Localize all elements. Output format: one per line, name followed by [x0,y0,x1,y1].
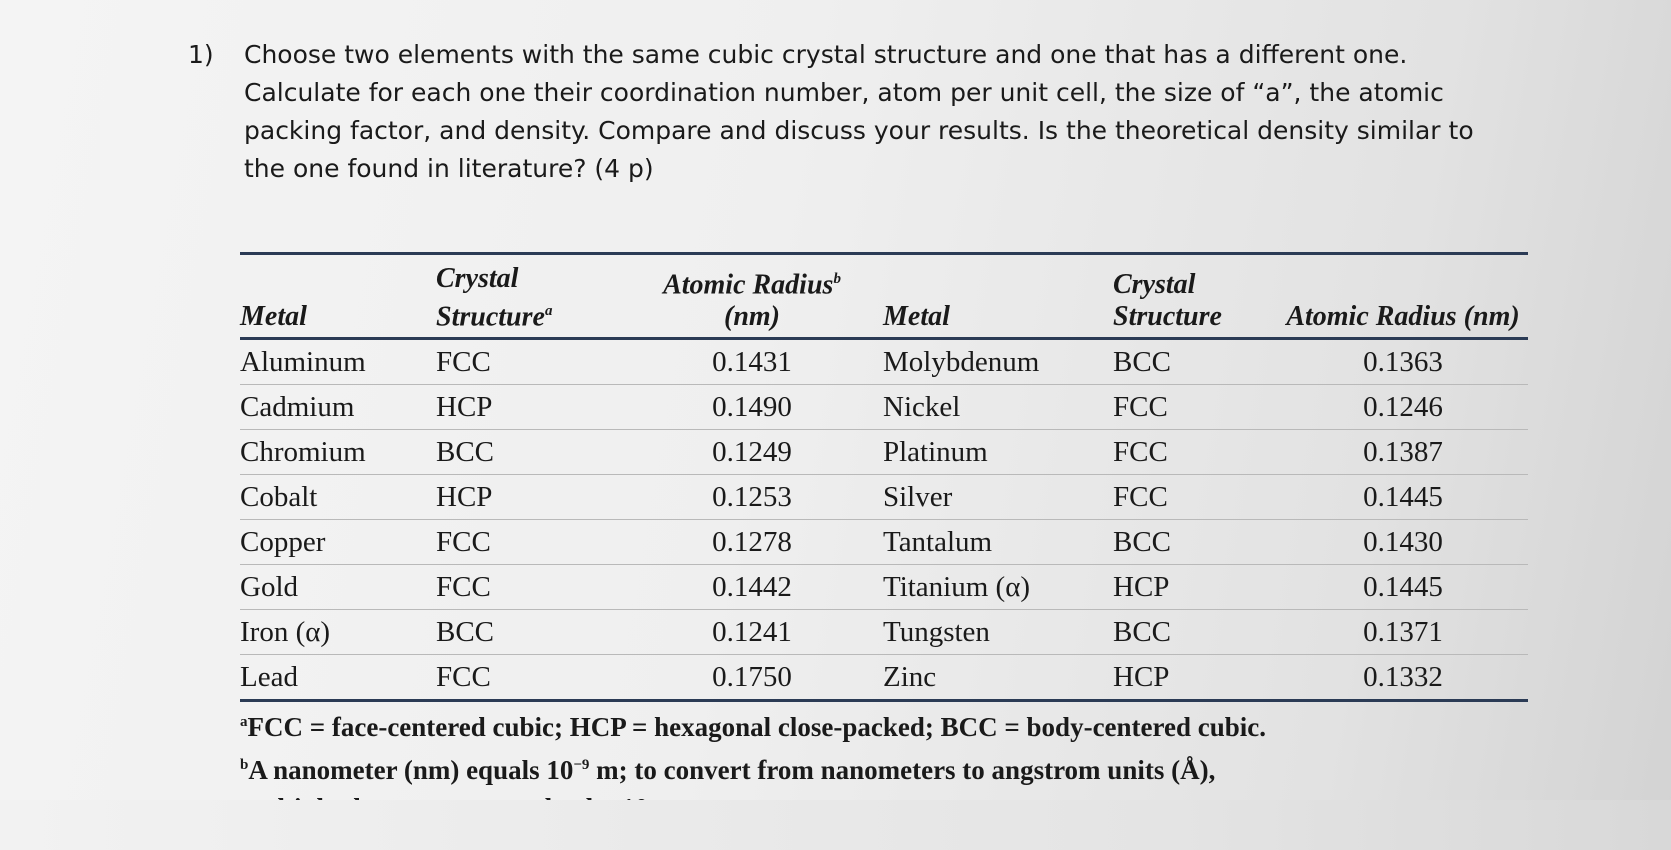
metal-name: Lead [240,655,436,701]
atomic-radius: 0.1249 [621,430,883,475]
atomic-radius: 0.1363 [1278,339,1528,385]
metal-name: Cadmium [240,385,436,430]
footnote-a-marker: a [544,303,553,319]
metal-name: Titanium (α) [883,565,1113,610]
metal-name: Chromium [240,430,436,475]
header-radius-left: Atomic Radius$^b$ (nm) [621,259,883,339]
crystal-structure: FCC [1113,385,1278,430]
atomic-radius: 0.1278 [621,520,883,565]
crystal-structure: FCC [436,520,621,565]
crystal-structure: FCC [1113,475,1278,520]
metal-name: Cobalt [240,475,436,520]
metal-name: Copper [240,520,436,565]
metal-name: Iron (α) [240,610,436,655]
crystal-structure: FCC [436,339,621,385]
crystal-structure: HCP [436,475,621,520]
crystal-structure: BCC [1113,339,1278,385]
metal-name: Tungsten [883,610,1113,655]
metal-name: Zinc [883,655,1113,701]
question-text: Choose two elements with the same cubic crystal structure and one that has a different one. Calculate for each one their coordination number, atom per unit cell, the size of “a”, the atomic packing factor, and density. Compare and discuss your results. Is the theoretical density similar to the one found in literature? (4 p) [244,40,1474,183]
crystal-structure: BCC [436,430,621,475]
header-radius-right: Atomic Radius (nm) [1278,259,1528,339]
header-structure-left: Crystal Structure$^a$ [436,259,621,339]
table-row [240,385,1528,430]
table-top-rule [240,252,1528,255]
exponent: −9 [573,757,590,773]
metal-name: Molybdenum [883,339,1113,385]
metal-name: Platinum [883,430,1113,475]
table-row [240,565,1528,610]
crystal-structure: BCC [436,610,621,655]
footnote-b: $^b$A nanometer (nm) equals $10^{-9}$ m; to convert from nanometers to angstrom units (Å), [240,755,1216,785]
table-row [240,610,1528,655]
crystal-structure: FCC [1113,430,1278,475]
crystal-structure: BCC [1113,610,1278,655]
atomic-radius: 0.1445 [1278,565,1528,610]
crystal-structure: BCC [1113,520,1278,565]
crystal-structure: HCP [436,385,621,430]
metal-name: Tantalum [883,520,1113,565]
metal-name: Gold [240,565,436,610]
crystal-structure-table [240,252,1528,702]
question-number: 1) [188,40,214,69]
atomic-radius: 0.1430 [1278,520,1528,565]
atomic-radius: 0.1332 [1278,655,1528,701]
atomic-radius: 0.1241 [621,610,883,655]
footnote-a: $^a$FCC = face-centered cubic; HCP = hexagonal close-packed; BCC = body-centered cubic. [240,712,1267,742]
crystal-structure: HCP [1113,565,1278,610]
table-row [240,475,1528,520]
table-row [240,520,1528,565]
header-metal-right: Metal [883,259,1113,339]
page-bottom-edge [0,800,1671,850]
atomic-radius: 0.1431 [621,339,883,385]
crystal-structure: HCP [1113,655,1278,701]
header-metal-left: Metal [240,259,436,339]
table-footnotes [240,703,1540,815]
crystal-structure: FCC [436,655,621,701]
table-row [240,655,1528,701]
atomic-radius: 0.1246 [1278,385,1528,430]
table-row [240,339,1528,385]
crystal-structure: FCC [436,565,621,610]
metal-name: Nickel [883,385,1113,430]
header-structure-right: Crystal Structure [1113,259,1278,339]
footnote-b-marker: b [833,271,841,287]
atomic-radius: 0.1490 [621,385,883,430]
atomic-radius: 0.1371 [1278,610,1528,655]
atomic-radius: 0.1445 [1278,475,1528,520]
question-block [188,36,1518,188]
atomic-radius: 0.1750 [621,655,883,701]
metal-name: Silver [883,475,1113,520]
atomic-radius: 0.1442 [621,565,883,610]
table-row [240,430,1528,475]
atomic-radius: 0.1253 [621,475,883,520]
metal-name: Aluminum [240,339,436,385]
table-header-row [240,259,1528,339]
atomic-radius: 0.1387 [1278,430,1528,475]
